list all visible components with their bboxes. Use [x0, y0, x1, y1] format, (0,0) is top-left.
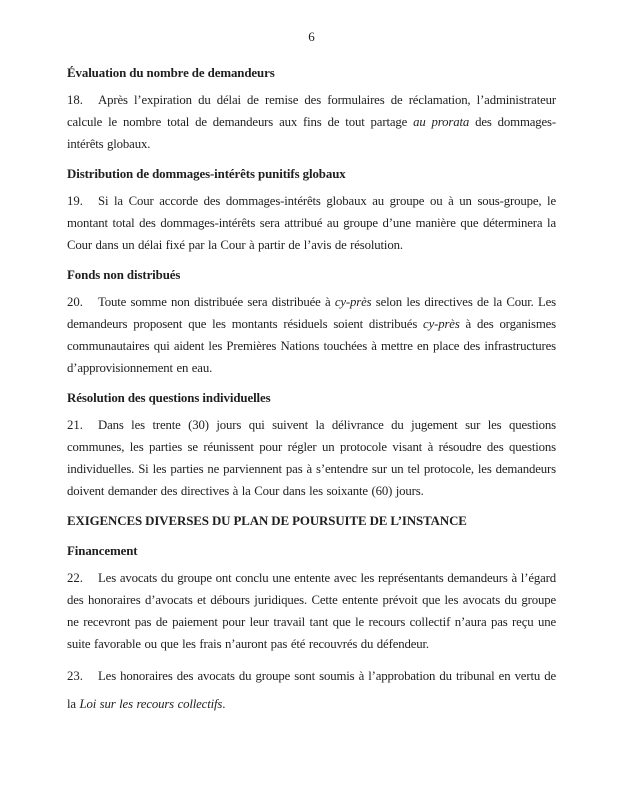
body-text: à des organismes communautaires qui aident les Premières Nations touchées à mettre en place des infrastructures d’approvisionnement en eau. — [67, 317, 556, 375]
italic-text: Loi sur les recours collectifs — [79, 697, 223, 711]
section-heading: Évaluation du nombre de demandeurs — [67, 66, 275, 80]
paragraph — [67, 414, 556, 502]
paragraph — [67, 190, 556, 256]
paragraph-number: 21. — [67, 418, 83, 432]
paragraph — [67, 89, 556, 155]
section-heading: Fonds non distribués — [67, 268, 181, 282]
body-text: Si la Cour accorde des dommages-intérêts globaux au groupe ou à un sous-groupe, le montant total des dommages-intérêts sera attribué au groupe d’une manière que déterminera la Cour dans un délai fixé par la Cour à partir de l’avis de résolution. — [67, 194, 556, 252]
italic-text: au prorata — [413, 115, 470, 129]
body-text: . — [222, 697, 226, 711]
body-text: Toute somme non distribuée sera distribuée à — [98, 295, 335, 309]
paragraph — [67, 662, 556, 718]
paragraph-number: 19. — [67, 194, 83, 208]
paragraph — [67, 567, 556, 655]
section-heading: EXIGENCES DIVERSES DU PLAN DE POURSUITE DE L’INSTANCE — [67, 514, 467, 528]
document-body — [67, 62, 556, 718]
body-text: Les avocats du groupe ont conclu une entente avec les représentants demandeurs à l’égard des honoraires d’avocats et débours juridiques. Cette entente prévoit que les avocats du groupe ne recevront pas de paiement pour leur travail tant que le recours collectif n’aura pas reçu une suite favorable ou que les frais n’auront pas été recouvrés du défendeur. — [67, 571, 556, 651]
body-text: des dommages-intérêts globaux. — [67, 115, 556, 151]
section-heading: Financement — [67, 544, 138, 558]
paragraph-number: 23. — [67, 669, 83, 683]
section-heading: Distribution de dommages-intérêts punitifs globaux — [67, 167, 346, 181]
body-text: selon les directives de la Cour. Les demandeurs proposent que les montants résiduels soient distribués — [67, 295, 556, 331]
paragraph-number: 18. — [67, 93, 83, 107]
paragraph-number: 22. — [67, 571, 83, 585]
body-text: Après l’expiration du délai de remise des formulaires de réclamation, l’administrateur calcule le nombre total de demandeurs aux fins de tout partage — [67, 93, 556, 129]
body-text: Les honoraires des avocats du groupe sont soumis à l’approbation du tribunal en vertu de la — [67, 669, 556, 711]
paragraph-number: 20. — [67, 295, 83, 309]
body-text: Dans les trente (30) jours qui suivent la délivrance du jugement sur les questions communes, les parties se réunissent pour régler un protocole visant à résoudre des questions individuelles. Si les parties ne parviennent pas à s’entendre sur un tel protocole, les demandeurs doivent demander des directives à la Cour dans les soixante (60) jours. — [67, 418, 556, 498]
italic-text: cy-près — [423, 317, 460, 331]
page-number: 6 — [308, 29, 315, 44]
italic-text: cy-près — [334, 295, 372, 309]
paragraph — [67, 291, 556, 379]
section-heading: Résolution des questions individuelles — [67, 391, 271, 405]
